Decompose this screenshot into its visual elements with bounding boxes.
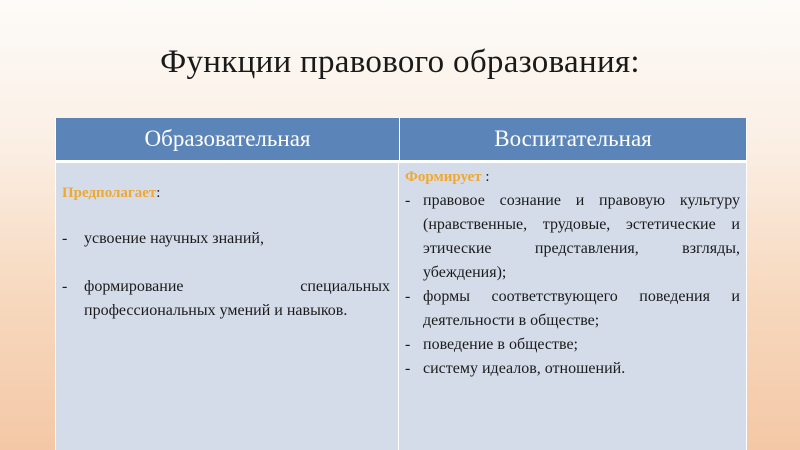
list-item: - формирование специальных профессиональных умений и навыков. [62, 278, 390, 319]
list-item: - усвоение научных знаний, [62, 230, 264, 247]
list-item: - систему идеалов, отношений. [405, 360, 626, 377]
educational-lead-colon: : [156, 185, 161, 201]
educational-lead-word: Предполагает [62, 185, 157, 201]
list-item: - правовое сознание и правовую культуру (нравственные, трудовые, эстетические и этические представления, взгляды, убеждения); [405, 192, 740, 281]
list-item: - поведение в обществе; [405, 336, 578, 353]
cell-upbringing [399, 163, 746, 450]
header-educational: Образовательная [56, 118, 400, 160]
header-upbringing: Воспитательная [494, 126, 652, 151]
educational-list [62, 227, 390, 323]
upbringing-lead [405, 165, 740, 189]
functions-table [55, 118, 747, 450]
list-item: - формы соответствующего поведения и деятельности в обществе; [405, 288, 740, 329]
slide-title: Функции правового образования: [160, 44, 640, 80]
cell-educational [56, 163, 399, 450]
educational-lead [62, 181, 390, 205]
table-body-row [56, 163, 746, 450]
upbringing-list [405, 189, 740, 381]
upbringing-lead-word: Формирует [405, 169, 482, 185]
upbringing-lead-colon: : [481, 169, 490, 185]
table-header-row [56, 118, 746, 163]
